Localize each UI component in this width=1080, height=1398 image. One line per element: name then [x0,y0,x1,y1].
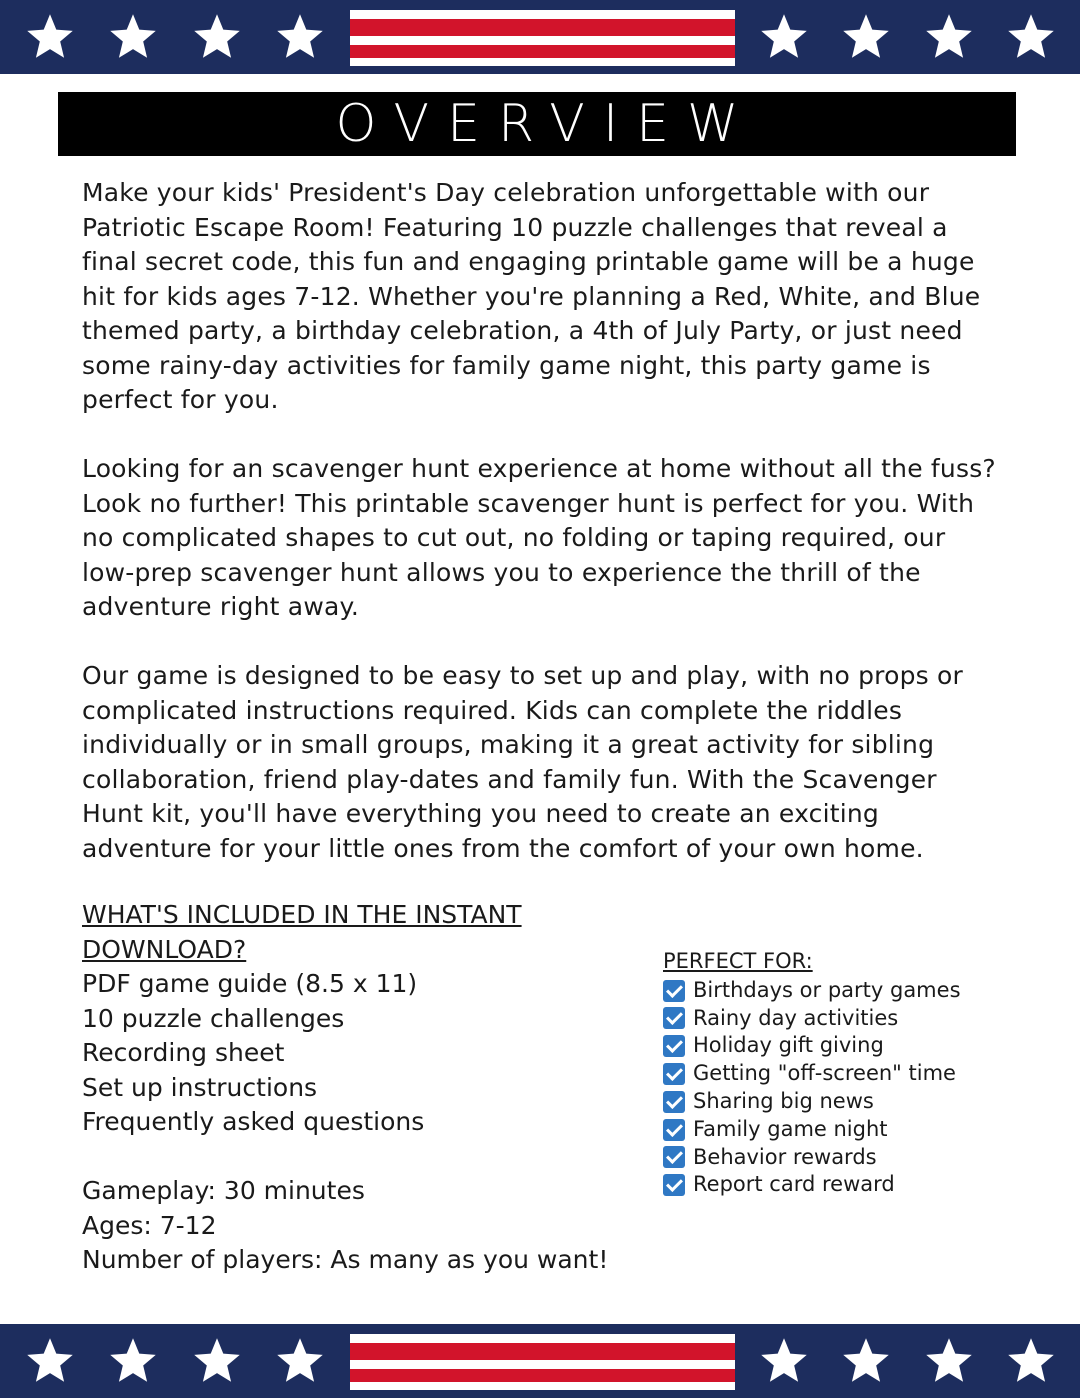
star-icon [840,1335,892,1387]
star-icon [1005,1335,1057,1387]
star-icon [923,1335,975,1387]
list-item [663,977,1063,1005]
list-item: Recording sheet [82,1038,285,1067]
list-item-label: Sharing big news [693,1088,874,1113]
star-icon [840,11,892,63]
list-item: Set up instructions [82,1072,318,1102]
checkbox-checked-icon [663,1146,685,1168]
list-item [663,1088,1063,1116]
overview-body [82,176,997,901]
list-item-label: Family game night [693,1116,888,1141]
star-icon [758,1335,810,1387]
checkbox-checked-icon [663,1119,685,1141]
list-item [663,1032,1063,1060]
list-item-label: Behavior rewards [693,1144,877,1169]
included-list [82,967,662,1140]
page-title: OVERVIEW [335,94,757,154]
star-icon [24,11,76,63]
star-icon [107,1335,159,1387]
gameplay-duration: Gameplay: 30 minutes [82,1176,365,1205]
star-icon [24,1335,76,1387]
game-details [82,1174,662,1278]
list-item-label: Getting "off-screen" time [693,1061,956,1086]
list-item: 10 puzzle challenges [82,1003,345,1033]
star-field-right [735,1324,1080,1398]
ages: Ages: 7-12 [82,1210,217,1240]
star-icon [274,1335,326,1387]
included-heading: WHAT'S INCLUDED IN THE INSTANT DOWNLOAD? [82,900,522,964]
perfect-for-section [663,948,1063,1199]
list-item-label: Birthdays or party games [693,977,961,1002]
list-item: PDF game guide (8.5 x 11) [82,969,418,998]
list-item [663,1171,1063,1199]
bottom-flag-banner [0,1324,1080,1398]
paragraph-scavenger: Looking for an scavenger hunt experience at home without all the fuss? Look no further! This printable scavenger hunt is perfect for you. With no complicated shapes to cut out, no folding or taping required, our low-prep scavenger hunt allows you to experience the thrill of the adventure right away. [82,454,996,621]
number-of-players: Number of players: As many as you want! [82,1245,609,1274]
list-item [663,1144,1063,1172]
star-icon [191,1335,243,1387]
checkbox-checked-icon [663,1063,685,1085]
perfect-for-heading: PERFECT FOR: [663,949,813,973]
list-item-label: Report card reward [693,1172,895,1197]
star-icon [758,11,810,63]
star-icon [274,11,326,63]
star-icon [1005,11,1057,63]
star-icon [107,11,159,63]
star-field-left [0,1324,350,1398]
paragraph-intro: Make your kids' President's Day celebration unforgettable with our Patriotic Escape Room! Featuring 10 puzzle challenges that reveal a final secret code, this fun and engaging printable game will be a huge hit for kids ages 7-12. Whether you're planning a Red, White, and Blue themed party, a birthday celebration, a 4th of July Party, or just need some rainy-day activities for family game night, this party game is perfect for you. [82,178,981,414]
list-item [663,1116,1063,1144]
star-icon [191,11,243,63]
list-item [663,1060,1063,1088]
paragraph-gameplay: Our game is designed to be easy to set up and play, with no props or complicated instructions required. Kids can complete the riddles individually or in small groups, making it a great activity for sibling collaboration, friend play-dates and family fun. With the Scavenger Hunt kit, you'll have everything you need to create an exciting adventure for your little ones from the comfort of your own home. [82,661,964,863]
checkbox-checked-icon [663,1035,685,1057]
stripes [350,1324,735,1398]
list-item-label: Holiday gift giving [693,1033,884,1058]
checkbox-checked-icon [663,980,685,1002]
checkbox-checked-icon [663,1007,685,1029]
list-item-label: Rainy day activities [693,1005,899,1030]
top-flag-banner [0,0,1080,74]
perfect-for-list [663,977,1063,1199]
star-field-left [0,0,350,74]
checkbox-checked-icon [663,1091,685,1113]
title-bar [58,92,1016,156]
list-item [663,1005,1063,1033]
stripes [350,0,735,74]
star-icon [923,11,975,63]
included-section [82,898,662,1278]
star-field-right [735,0,1080,74]
checkbox-checked-icon [663,1174,685,1196]
list-item: Frequently asked questions [82,1107,425,1136]
